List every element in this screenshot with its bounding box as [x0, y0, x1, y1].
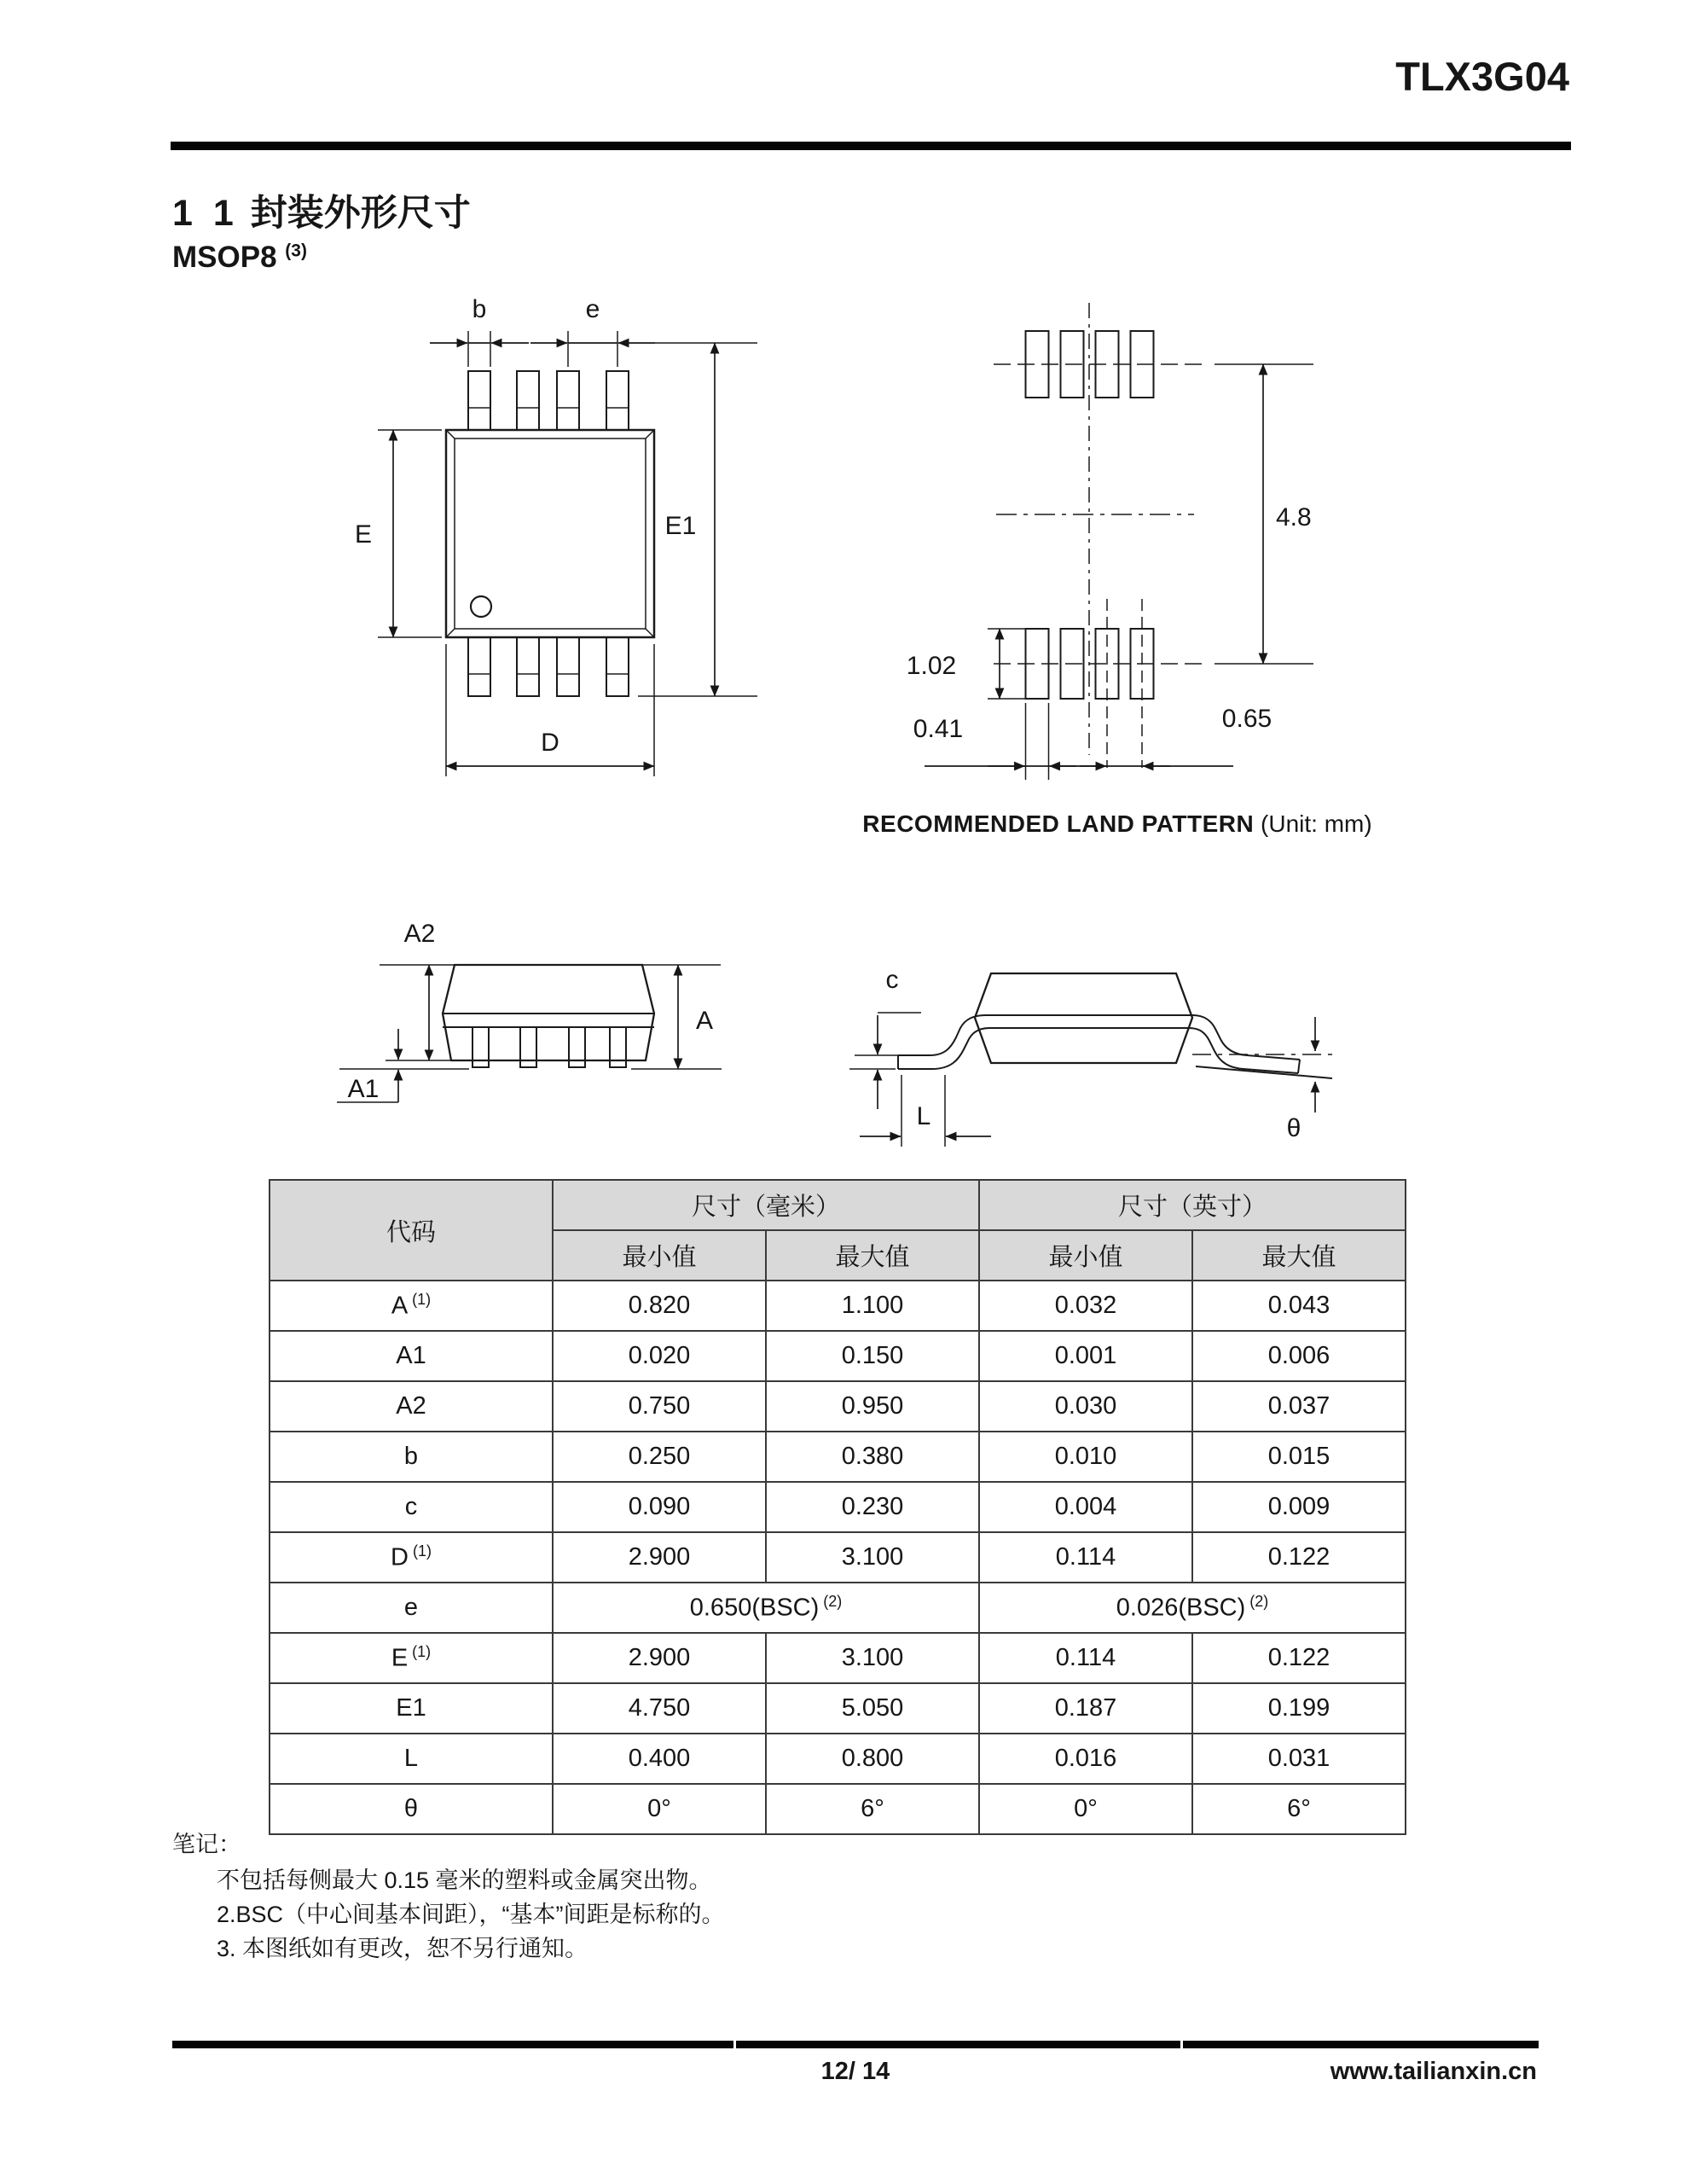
land-pattern-caption-title: RECOMMENDED LAND PATTERN: [862, 810, 1255, 837]
doc-title: TLX3G04: [1395, 54, 1569, 99]
dim-code-cell: b: [270, 1432, 553, 1482]
dim-value-cell: 0.090: [553, 1482, 766, 1532]
dim-value-cell: 0.001: [979, 1331, 1192, 1381]
dim-value-cell: 6°: [1192, 1784, 1406, 1834]
dim-value-cell: 0.020: [553, 1331, 766, 1381]
dimensions-table: [269, 1179, 1406, 1835]
dim-b: [430, 295, 529, 367]
dim-value-cell: 0.114: [979, 1633, 1192, 1683]
col-header-inch: 尺寸（英寸）: [979, 1180, 1406, 1230]
dim-value-cell: 0.400: [553, 1734, 766, 1784]
dim-value-cell: 0.187: [979, 1683, 1192, 1734]
dim-value-cell: 0.030: [979, 1381, 1192, 1432]
table-row: [270, 1331, 1406, 1381]
dim-label-pad-pitch: 0.65: [1221, 705, 1272, 733]
dim-value-cell: 0.043: [1192, 1281, 1406, 1331]
dim-value-cell: 3.100: [766, 1532, 979, 1583]
dim-label-c: c: [885, 966, 899, 994]
dim-code-cell: A1: [270, 1331, 553, 1381]
dim-label-E1: E1: [664, 512, 697, 540]
top-view-drawing: [256, 282, 785, 785]
table-row: [270, 1381, 1406, 1432]
dim-value-cell: 0.800: [766, 1734, 979, 1784]
dim-value-cell: 0.230: [766, 1482, 979, 1532]
notes-title: 笔记：: [172, 1832, 241, 1857]
dim-value-cell: 0.016: [979, 1734, 1192, 1784]
table-row: [270, 1633, 1406, 1683]
dim-value-cell: 0.750: [553, 1381, 766, 1432]
col-header-mm-max: 最大值: [766, 1230, 979, 1281]
dim-value-cell: 0.032: [979, 1281, 1192, 1331]
dim-code-cell: E $^{(1)}$: [270, 1633, 553, 1683]
dim-c: [849, 966, 921, 1109]
dim-pad-length: [907, 629, 1030, 699]
dim-value-cell: 0.820: [553, 1281, 766, 1331]
dim-value-cell: 0.150: [766, 1331, 979, 1381]
col-header-in-min: 最小值: [979, 1230, 1192, 1281]
package-body: [446, 430, 654, 637]
dim-row-spacing: [1215, 364, 1313, 664]
dim-label-theta: θ: [1286, 1114, 1301, 1142]
package-pins-top: [468, 371, 629, 430]
dim-value-cell: 0.114: [979, 1532, 1192, 1583]
table-row: [270, 1734, 1406, 1784]
dim-code-cell: θ: [270, 1784, 553, 1834]
package-note-ref: (3): [285, 241, 307, 261]
footer-rule: [172, 2041, 1539, 2048]
dim-code-cell: c: [270, 1482, 553, 1532]
dim-label-row-spacing: 4.8: [1276, 503, 1312, 531]
dim-value-cell: 0.380: [766, 1432, 979, 1482]
dim-code-cell: A2: [270, 1381, 553, 1432]
table-row: [270, 1482, 1406, 1532]
dim-label-e: e: [585, 295, 600, 323]
section-number: 1 1: [172, 193, 239, 234]
land-pattern-caption-unit: (Unit: mm): [1254, 810, 1372, 837]
dim-value-cell: 2.900: [553, 1532, 766, 1583]
dim-theta: [1192, 1017, 1336, 1142]
note-item: 2.BSC（中心间基本间距），“基本”间距是标称的。: [217, 1902, 725, 1927]
dim-label-b: b: [472, 295, 487, 323]
dim-value-cell: 0.009: [1192, 1482, 1406, 1532]
dim-value-cell: 0.037: [1192, 1381, 1406, 1432]
package-pins-bottom: [468, 637, 629, 696]
table-row: [270, 1532, 1406, 1583]
dim-value-cell: 0.122: [1192, 1633, 1406, 1683]
dim-label-pad-length: 1.02: [906, 652, 957, 680]
dim-value-cell: 2.900: [553, 1633, 766, 1683]
dim-E: [355, 430, 442, 637]
land-pattern-caption: [836, 810, 1399, 838]
land-pattern-drawing: [853, 290, 1382, 819]
dim-L: [860, 1075, 991, 1147]
dim-A: [678, 965, 713, 1069]
notes: [172, 1827, 725, 1966]
dim-code-cell: L: [270, 1734, 553, 1784]
table-row: [270, 1281, 1406, 1331]
dim-value-cell: 0.199: [1192, 1683, 1406, 1734]
dim-E1: [638, 343, 757, 696]
dim-value-cell: 0.031: [1192, 1734, 1406, 1784]
dim-label-E: E: [354, 520, 373, 549]
dim-value-cell: 0.026(BSC) $^{(2)}$: [979, 1583, 1406, 1633]
lead-body: [975, 973, 1192, 1063]
note-item: 3. 本图纸如有更改，恕不另行通知。: [217, 1936, 588, 1961]
website-url: www.tailianxin.cn: [1330, 2058, 1537, 2085]
dim-label-pad-width: 0.41: [913, 715, 964, 743]
table-header-row-1: [270, 1180, 1406, 1230]
table-row: [270, 1432, 1406, 1482]
col-header-mm-min: 最小值: [553, 1230, 766, 1281]
dim-e: [530, 295, 655, 367]
table-row: [270, 1683, 1406, 1734]
dim-value-cell: 3.100: [766, 1633, 979, 1683]
dim-A2: [404, 920, 436, 1060]
lead-detail-drawing: [810, 887, 1390, 1143]
dim-A1: [337, 1029, 398, 1103]
dim-code-cell: D $^{(1)}$: [270, 1532, 553, 1583]
dim-code-cell: e: [270, 1583, 553, 1633]
dim-value-cell: 0.250: [553, 1432, 766, 1482]
section-heading: [172, 184, 471, 236]
col-header-mm: 尺寸（毫米）: [553, 1180, 979, 1230]
section-title: 封装外形尺寸: [250, 193, 471, 234]
dim-label-L: L: [916, 1102, 931, 1130]
dim-value-cell: 5.050: [766, 1683, 979, 1734]
dim-label-A2: A2: [403, 920, 436, 948]
dim-value-cell: 0.006: [1192, 1331, 1406, 1381]
dim-code-cell: A $^{(1)}$: [270, 1281, 553, 1331]
header-rule: [171, 142, 1571, 150]
dim-value-cell: 0.015: [1192, 1432, 1406, 1482]
dim-value-cell: 6°: [766, 1784, 979, 1834]
dim-value-cell: 4.750: [553, 1683, 766, 1734]
dim-value-cell: 0.122: [1192, 1532, 1406, 1583]
dim-label-A1: A1: [347, 1075, 380, 1103]
dim-value-cell: 0.950: [766, 1381, 979, 1432]
dim-value-cell: 0.004: [979, 1482, 1192, 1532]
dim-label-D: D: [541, 729, 559, 757]
side-view-drawing: [196, 887, 776, 1126]
dim-label-A: A: [695, 1007, 714, 1035]
dim-value-cell: 0°: [553, 1784, 766, 1834]
dim-value-cell: 1.100: [766, 1281, 979, 1331]
note-item: 不包括每侧最大 0.15 毫米的塑料或金属突出物。: [217, 1867, 712, 1893]
col-header-in-max: 最大值: [1192, 1230, 1406, 1281]
package-subtitle: [172, 241, 307, 275]
page-number: 12/ 14: [820, 2058, 890, 2085]
dim-pad-width-pitch: [913, 703, 1272, 780]
col-header-code: 代码: [270, 1180, 553, 1281]
dim-value-cell: 0.650(BSC) $^{(2)}$: [553, 1583, 979, 1633]
dim-value-cell: 0°: [979, 1784, 1192, 1834]
dim-value-cell: 0.010: [979, 1432, 1192, 1482]
dim-D: [446, 644, 654, 776]
dim-code-cell: E1: [270, 1683, 553, 1734]
package-name: MSOP8: [172, 241, 277, 274]
table-row: [270, 1583, 1406, 1633]
